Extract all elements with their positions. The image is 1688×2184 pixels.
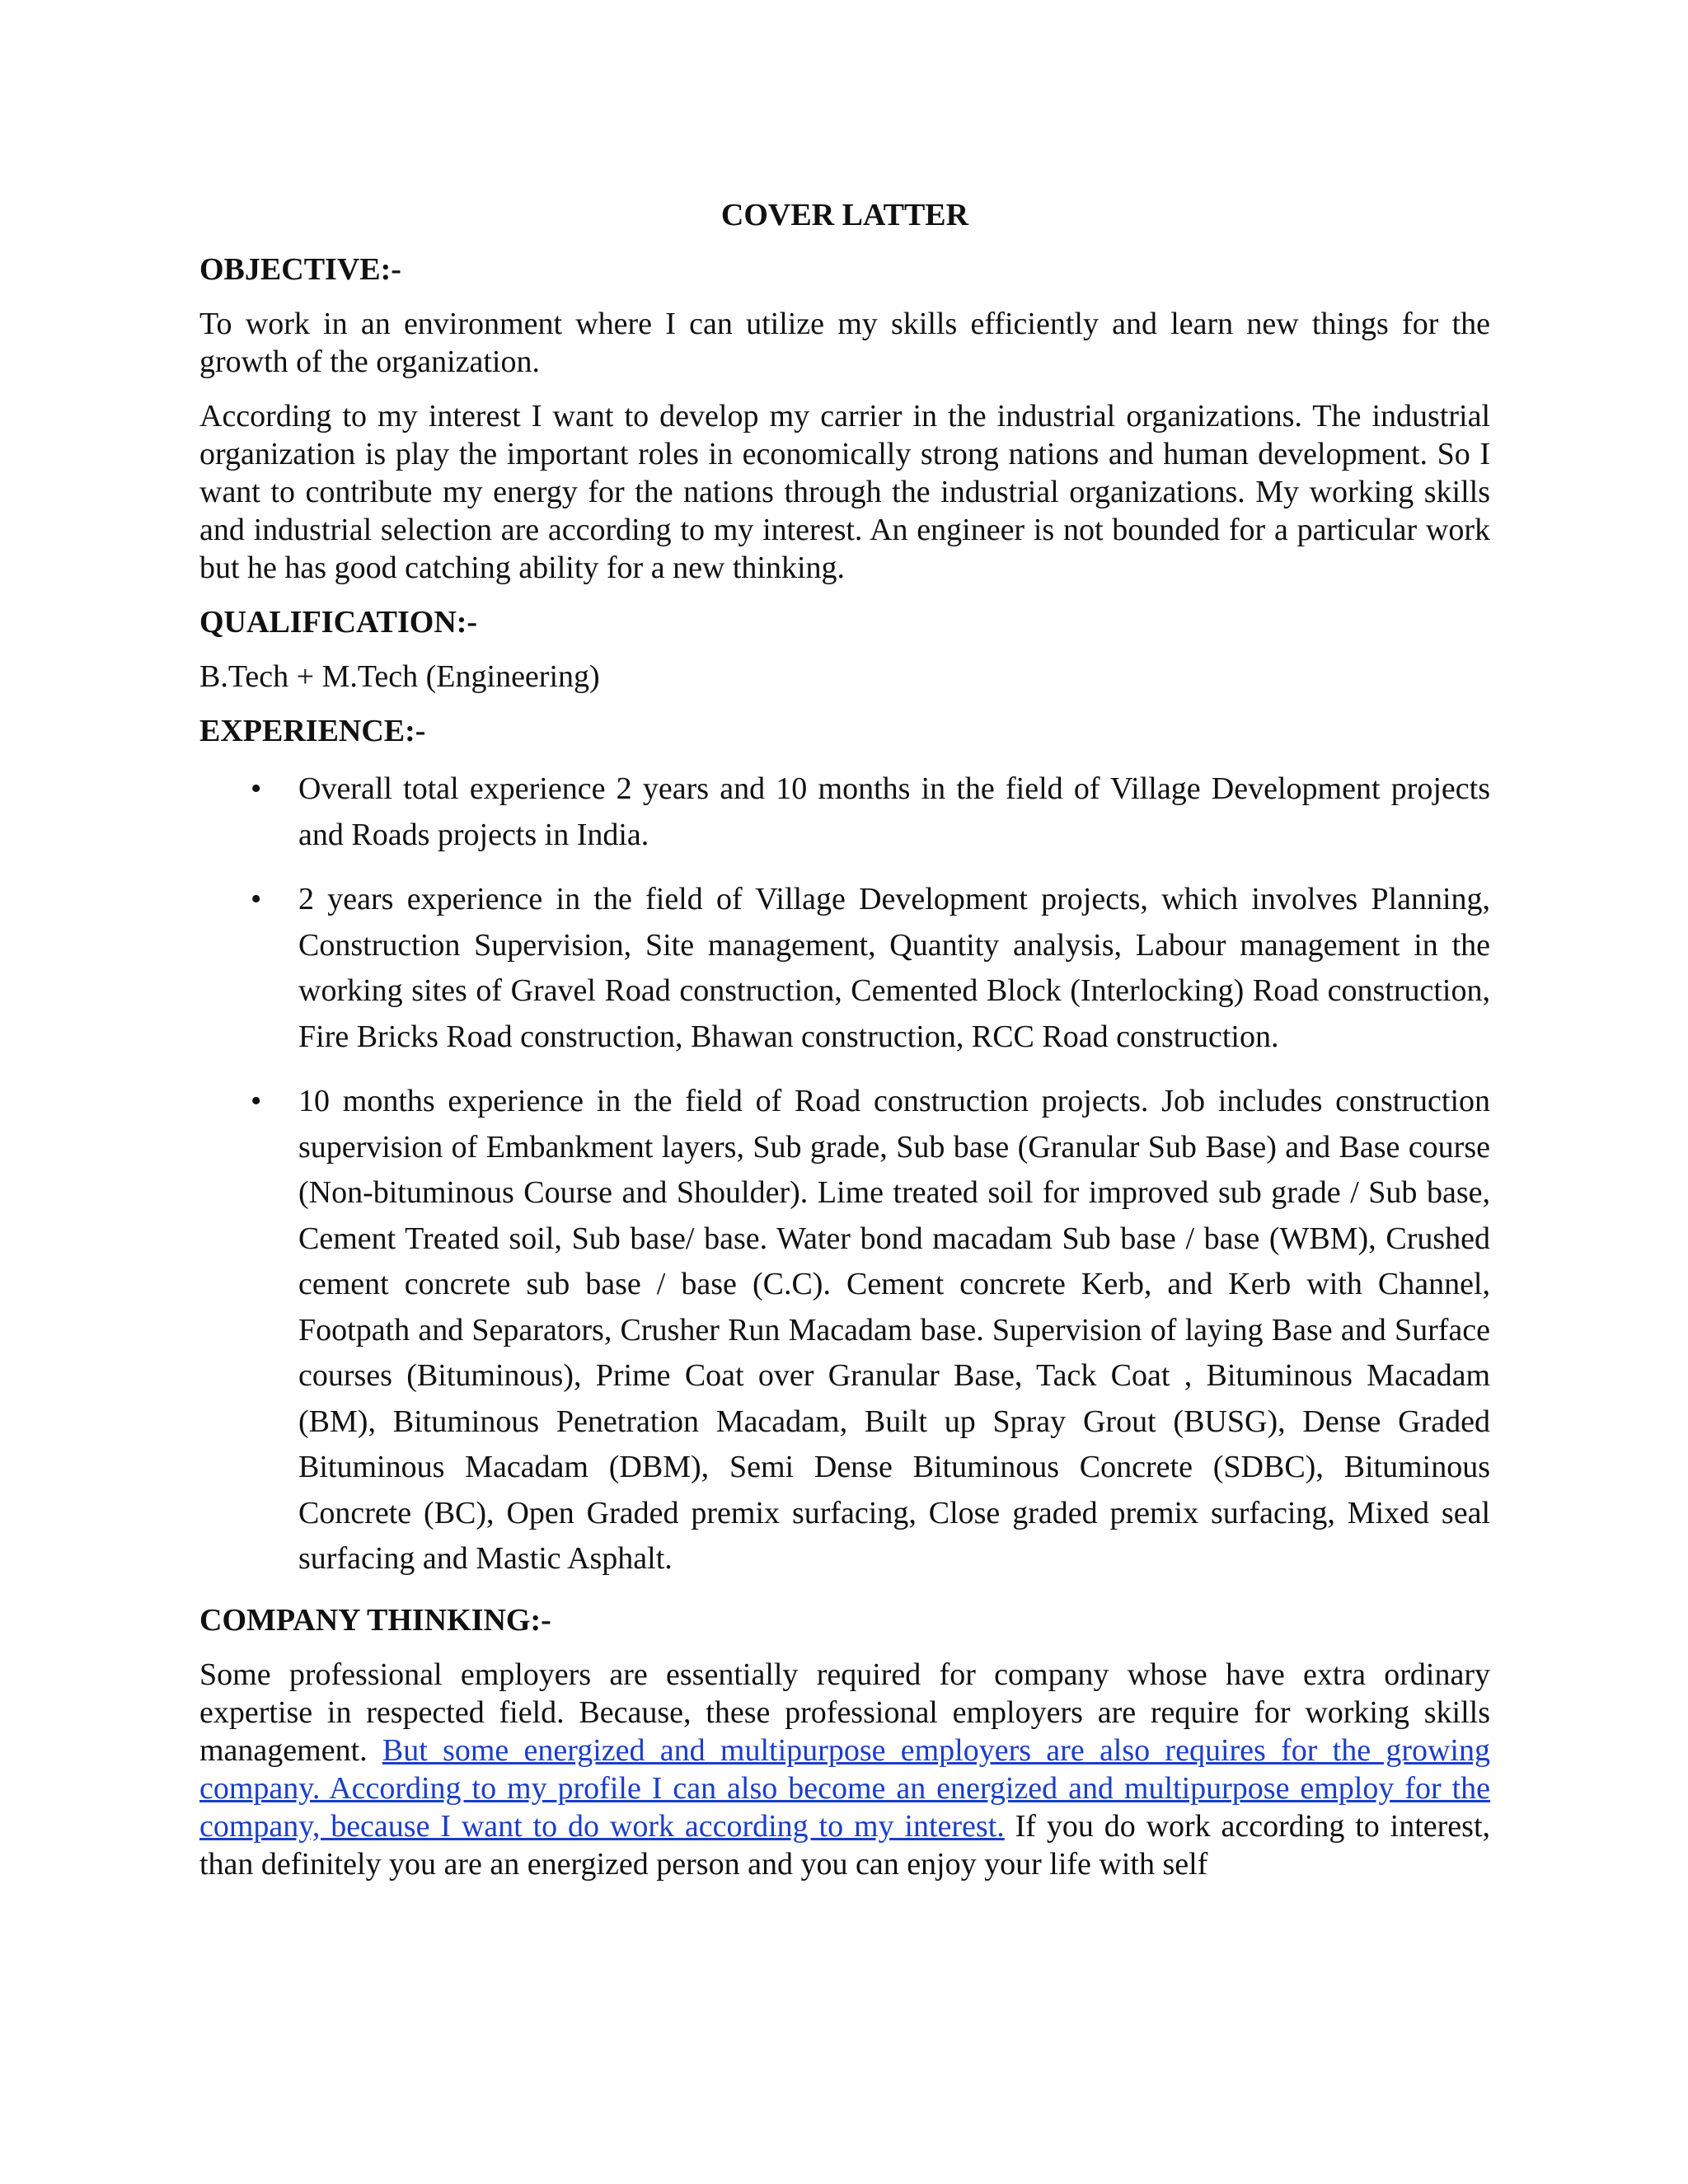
bullet-icon: • — [251, 771, 262, 806]
qualification-heading: QUALIFICATION:- — [199, 605, 478, 640]
objective-paragraph-2: According to my interest I want to develop my carrier in the industrial organizations. The industrial organization is play the important roles in economically strong nations and human development. So I want to contribute my energy for the nations through the industrial organizations. My working skills and industrial selection are according to my interest. An engineer is not bounded for a particular work but he has good catching ability for a new thinking. — [199, 399, 1490, 585]
bullet-icon: • — [251, 1084, 262, 1118]
document-page — [199, 196, 1490, 1900]
bullet-icon: • — [251, 882, 262, 916]
company-thinking-heading: COMPANY THINKING:- — [199, 1602, 551, 1638]
objective-heading: OBJECTIVE:- — [199, 252, 401, 287]
company-thinking-paragraph — [199, 1656, 1490, 1883]
company-thinking-link[interactable]: But some energized and multipurpose employers are also requires for the growing company. According to my profile I can also become an energized and multipurpose employ for the company, because I want to do work according to my interest. — [199, 1732, 1490, 1844]
experience-item-text: 10 months experience in the field of Road construction projects. Job includes construction supervision of Embankment layers, Sub grade, Sub base (Granular Sub Base) and Base course (Non-bituminous Course and Shoulder). Lime treated soil for improved sub grade / Sub base, Cement Treated soil, Sub base/ base. Water bond macadam Sub base / base (WBM), Crushed cement concrete sub base / base (C.C). Cement concrete Kerb, and Kerb with Channel, Footpath and Separators, Crusher Run Macadam base. Supervision of laying Base and Surface courses (Bituminous), Prime Coat over Granular Base, Tack Coat , Bituminous Macadam (BM), Bituminous Penetration Macadam, Built up Spray Grout (BUSG), Dense Graded Bituminous Macadam (DBM), Semi Dense Bituminous Concrete (SDBC), Bituminous Concrete (BC), Open Graded premix surfacing, Close graded premix surfacing, Mixed seal surfacing and Mastic Asphalt. — [298, 1084, 1490, 1576]
experience-item — [199, 1079, 1490, 1582]
qualification-text: B.Tech + M.Tech (Engineering) — [199, 659, 600, 694]
experience-item — [199, 766, 1490, 858]
experience-item-text: Overall total experience 2 years and 10 months in the field of Village Development projects and Roads projects in India. — [298, 771, 1490, 852]
experience-item-text: 2 years experience in the field of Village Development projects, which involves Planning, Construction Supervision, Site management, Quantity analysis, Labour management in the working sites of Gravel Road construction, Cemented Block (Interlocking) Road construction, Fire Bricks Road construction, Bhawan construction, RCC Road construction. — [298, 882, 1490, 1054]
experience-item — [199, 877, 1490, 1060]
experience-heading: EXPERIENCE:- — [199, 714, 426, 748]
objective-paragraph-1: To work in an environment where I can utilize my skills efficiently and learn new things for the growth of the organization. — [199, 307, 1490, 379]
experience-list — [199, 766, 1490, 1582]
document-title: COVER LATTER — [720, 198, 969, 232]
company-thinking-text-start: Some professional employers are essentially required for company whose have extra ordinary expertise in respected field. Because, these professional employers are require for working skills management. — [199, 1657, 1490, 1768]
company-thinking-text-end: If you do work according to interest, than definitely you are an energized person and you can enjoy your life with self — [199, 1808, 1490, 1882]
